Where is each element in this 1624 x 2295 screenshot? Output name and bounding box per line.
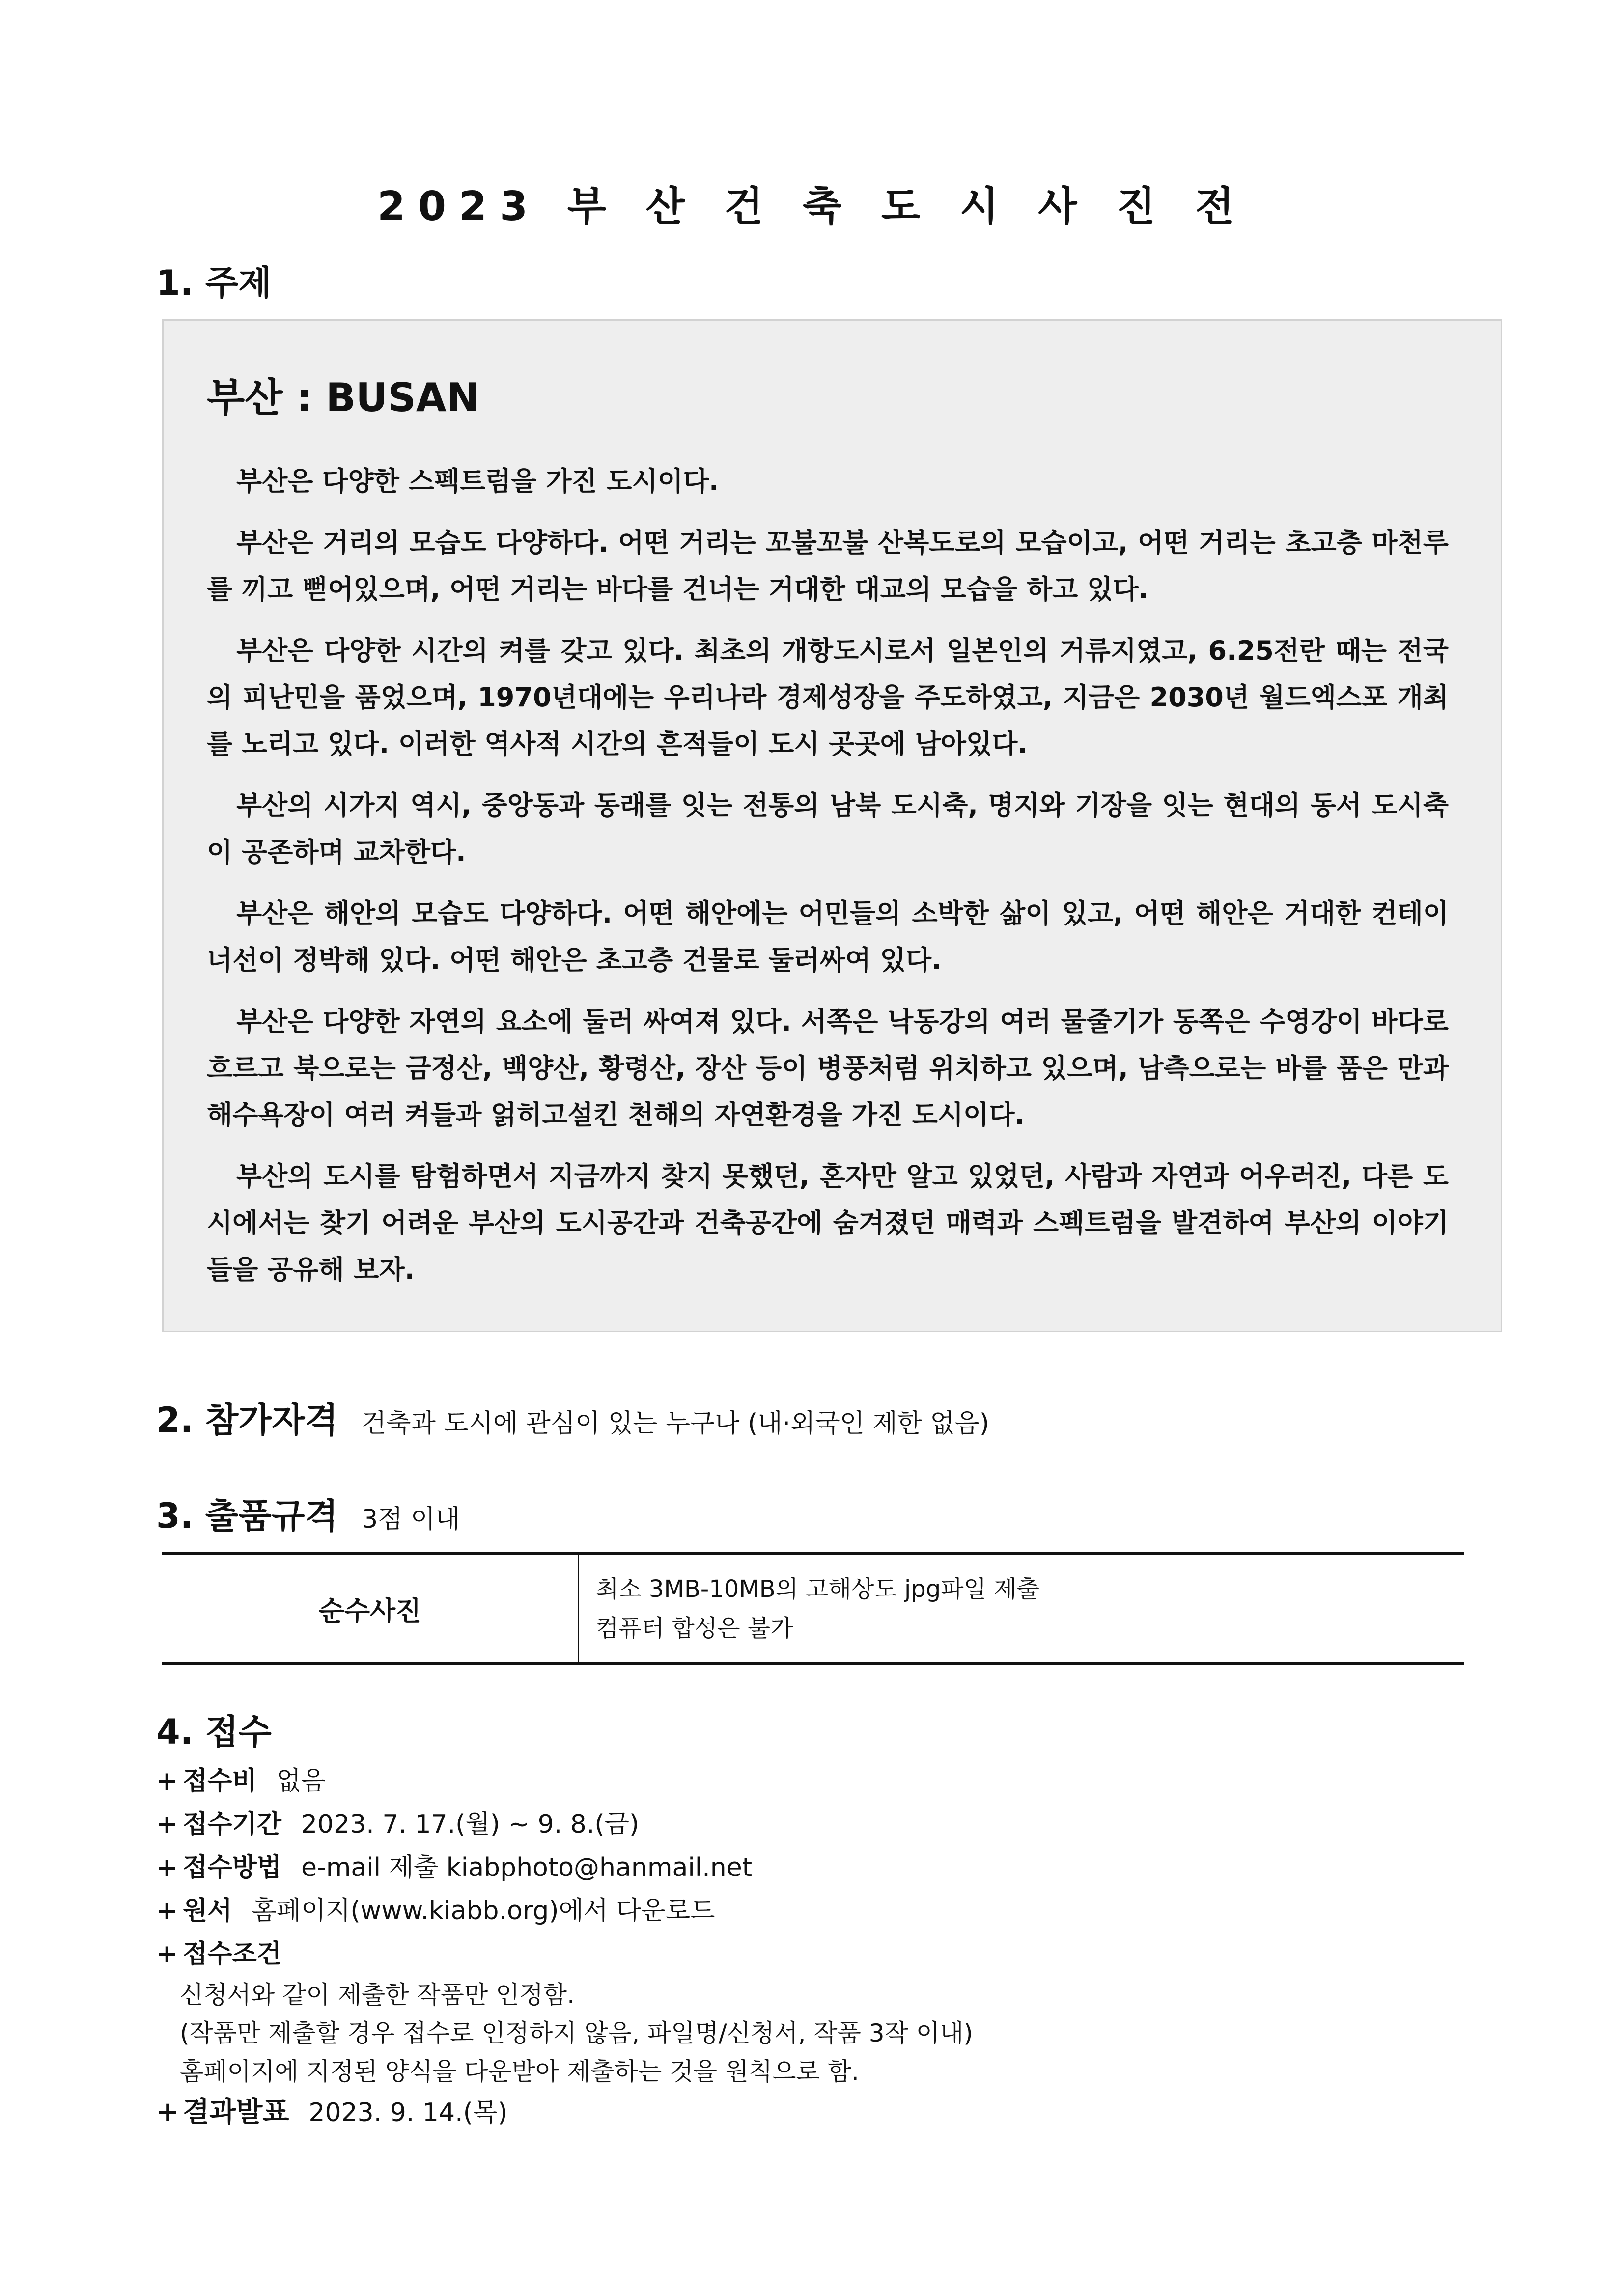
theme-box [162,319,1502,1332]
intake-label: 접수기간 [183,1810,281,1839]
theme-paragraph: 부산은 다양한 자연의 요소에 둘러 싸여져 있다. 서쪽은 낙동강의 여러 물줄기가 동쪽은 수영강이 바다로 흐르고 북으로는 금정산, 백양산, 황령산, 장산 등이 병풍처럼 위치하고 있으며, 남측으로는 바를 품은 만과 해수욕장이 여러 켜들과 얽히고설킨 천해의 자연환경을 가진 도시이다. [207,1006,1449,1130]
plus-icon: + [156,1766,178,1796]
intake-value: 2023. 9. 14.(목) [308,2098,508,2127]
intake-label: 원서 [183,1896,232,1926]
plus-icon: + [156,1853,178,1882]
section-eligibility-heading: 2. 참가자격 [156,1400,338,1440]
spec-label: 순수사진 [162,1554,579,1664]
intake-label: 접수방법 [183,1853,281,1882]
eligibility-text: 건축과 도시에 관심이 있는 누구나 (내·외국인 제한 없음) [362,1409,990,1438]
intake-item-period [156,1803,1483,1846]
condition-line: (작품만 제출할 경우 접수로 인정하지 않음, 파일명/신청서, 작품 3작 이내) [180,2019,973,2047]
intake-item-method [156,1846,1483,1889]
plus-icon: + [156,2096,179,2128]
condition-line: 홈페이지에 지정된 양식을 다운받아 제출하는 것을 원칙으로 함. [180,2057,859,2086]
intake-item-form [156,1889,1483,1932]
intake-label: 결과발표 [183,2096,289,2128]
section-intake-heading: 4. 접수 [156,1712,272,1752]
spec-detail-line: 컴퓨터 합성은 불가 [596,1615,793,1642]
plus-icon: + [156,1810,178,1839]
plus-icon: + [156,1896,178,1926]
spec-detail [579,1554,1464,1664]
spec-detail-line: 최소 3MB-10MB의 고해상도 jpg파일 제출 [596,1575,1039,1603]
section-theme-heading: 1. 주제 [156,263,272,303]
spec-table [162,1552,1464,1665]
table-row [162,1554,1464,1664]
section-spec [156,1488,460,1538]
section-eligibility [156,1393,989,1442]
theme-paragraph: 부산은 다양한 시간의 켜를 갖고 있다. 최초의 개항도시로서 일본인의 거류지였고, 6.25전란 때는 전국의 피난민을 품었으며, 1970년대에는 우리나라 경제성장을 주도하였고, 지금은 2030년 월드엑스포 개최를 노리고 있다. 이러한 역사적 시간의 흔적들이 도시 곳곳에 남아있다. [207,635,1449,759]
intake-value: 홈페이지(www.kiabb.org)에서 다운로드 [252,1896,715,1926]
plus-icon: + [156,1939,178,1969]
intake-value: 2023. 7. 17.(월) ~ 9. 8.(금) [301,1810,640,1839]
intake-list [156,1760,1483,2134]
intake-item-fee [156,1760,1483,1803]
section-spec-heading: 3. 출품규격 [156,1496,338,1536]
intake-item-conditions [156,1932,1483,1976]
intake-label: 접수비 [183,1766,257,1796]
theme-paragraph: 부산은 다양한 스펙트럼을 가진 도시이다. [236,466,719,497]
condition-line: 신청서와 같이 제출한 작품만 인정함. [180,1981,575,2009]
document-title: 2023 부 산 건 축 도 시 사 진 전 [377,183,1247,230]
intake-item-result [156,2091,1483,2134]
intake-value: e-mail 제출 kiabphoto@hanmail.net [301,1853,753,1882]
theme-title: 부산 : BUSAN [207,375,479,420]
spec-text: 3점 이내 [362,1505,460,1534]
theme-paragraph: 부산은 해안의 모습도 다양하다. 어떤 해안에는 어민들의 소박한 삶이 있고, 어떤 해안은 거대한 컨테이너선이 정박해 있다. 어떤 해안은 초고층 건물로 둘러싸여 있다. [207,898,1449,976]
theme-paragraph: 부산은 거리의 모습도 다양하다. 어떤 거리는 꼬불꼬불 산복도로의 모습이고, 어떤 거리는 초고층 마천루를 끼고 뻗어있으며, 어떤 거리는 바다를 건너는 거대한 대교의 모습을 하고 있다. [207,527,1449,605]
theme-paragraph: 부산의 도시를 탐험하면서 지금까지 찾지 못했던, 혼자만 알고 있었던, 사람과 자연과 어우러진, 다른 도시에서는 찾기 어려운 부산의 도시공간과 건축공간에 숨겨졌던 매력과 스펙트럼을 발견하여 부산의 이야기들을 공유해 보자. [207,1161,1449,1285]
intake-label: 접수조건 [183,1939,281,1969]
theme-paragraph: 부산의 시가지 역시, 중앙동과 동래를 잇는 전통의 남북 도시축, 명지와 기장을 잇는 현대의 동서 도시축이 공존하며 교차한다. [207,790,1449,868]
intake-value: 없음 [276,1766,326,1796]
